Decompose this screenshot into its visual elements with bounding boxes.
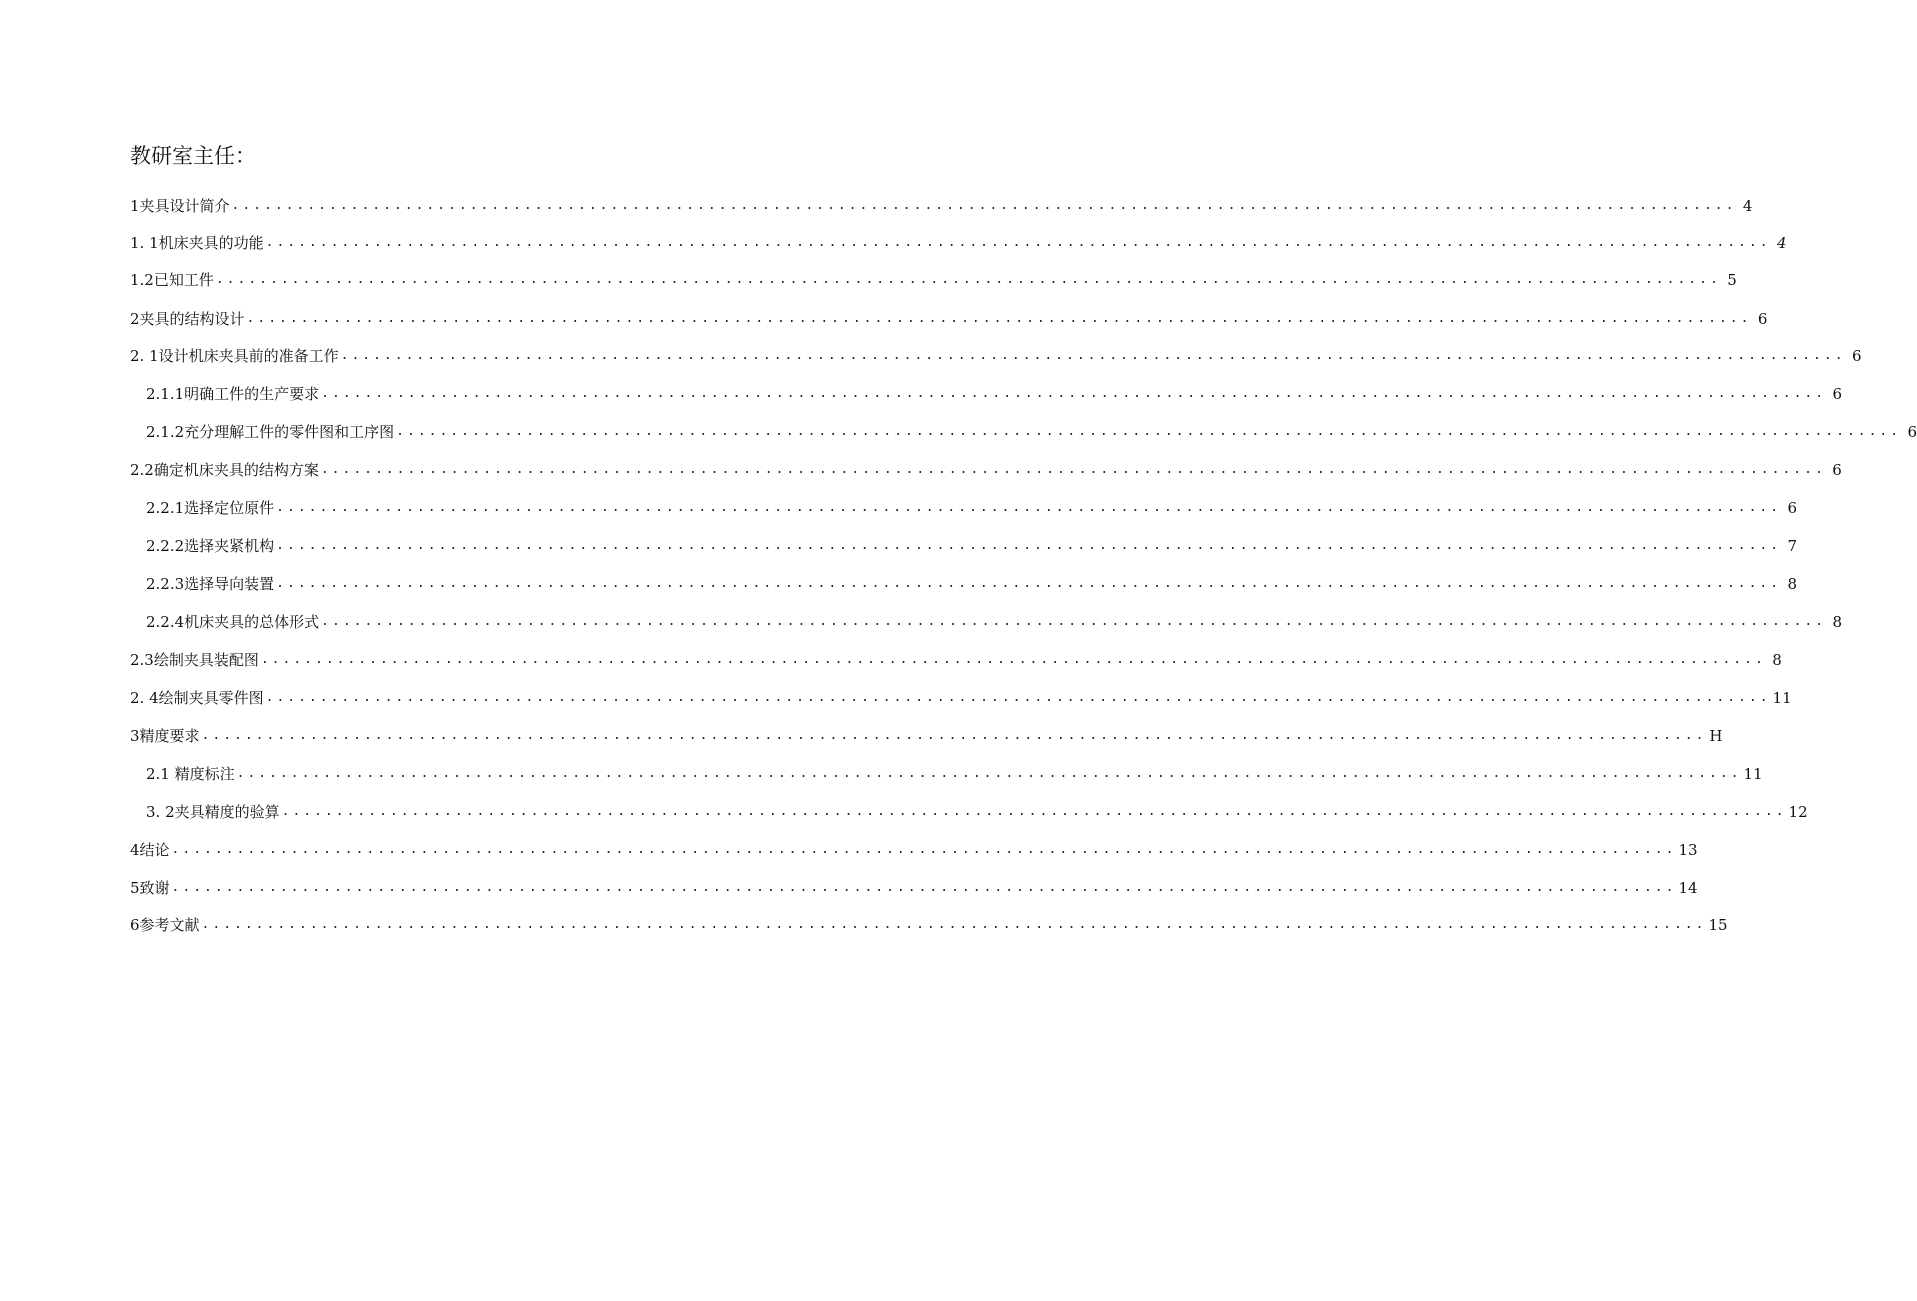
toc-entry-title: 2.2.1选择定位原件 (146, 499, 275, 517)
toc-entry-title: 2.2确定机床夹具的结构方案 (130, 461, 319, 479)
toc-entry-title: 1. 1机床夹具的功能 (130, 234, 264, 252)
toc-entry[interactable] (130, 684, 1792, 712)
toc-leader-dots: ........................................................................................................................................... (171, 880, 1677, 895)
toc-entry-page: 7 (1787, 537, 1798, 555)
toc-entry-page: 6 (1851, 347, 1862, 365)
toc-entry-title: 2夹具的结构设计 (130, 310, 245, 328)
toc-entry-title: 2.2.3选择导向装置 (146, 575, 275, 593)
toc-entry-page: 4 (1776, 234, 1787, 252)
toc-entry-title: 1夹具设计简介 (130, 197, 230, 215)
toc-entry-page: 6 (1832, 461, 1842, 479)
toc-entry-page: 6 (1907, 423, 1917, 441)
toc-entry-page: 8 (1772, 651, 1782, 669)
toc-entry[interactable] (146, 608, 1843, 636)
toc-leader-dots: ........................................................................................................................................... (276, 500, 1782, 515)
toc-leader-dots: ........................................................................................................................................... (340, 348, 1846, 363)
toc-entry-page: 5 (1727, 271, 1737, 289)
toc-entry-title: 2.2.4机床夹具的总体形式 (146, 613, 320, 631)
toc-entry[interactable] (146, 380, 1843, 408)
toc-leader-dots: ........................................................................................................................................... (201, 917, 1707, 932)
toc-entry-page: 11 (1772, 689, 1792, 707)
toc-entry-page: 4 (1742, 197, 1753, 215)
toc-leader-dots: ........................................................................................................................................... (281, 804, 1787, 819)
toc-leader-dots: ........................................................................................................................................... (171, 842, 1677, 857)
toc-entry-page: 13 (1678, 841, 1698, 859)
toc-entry[interactable] (130, 305, 1768, 333)
toc-entry-title: 2.1.2充分理解工件的零件图和工序图 (146, 423, 395, 441)
toc-entry-page: 8 (1832, 613, 1843, 631)
toc-entry[interactable] (146, 494, 1798, 522)
toc-leader-dots: ........................................................................................................................................... (320, 462, 1826, 477)
toc-leader-dots: ........................................................................................................................................... (246, 311, 1752, 326)
toc-leader-dots: ........................................................................................................................................... (215, 272, 1721, 287)
toc-leader-dots: ........................................................................................................................................... (265, 690, 1771, 705)
toc-leader-dots: ........................................................................................................................................... (396, 424, 1902, 439)
toc-entry[interactable] (146, 418, 1917, 446)
toc-leader-dots: ........................................................................................................................................... (321, 386, 1827, 401)
toc-entry-title: 2.1 精度标注 (146, 765, 235, 783)
toc-entry[interactable] (130, 456, 1842, 484)
toc-entry[interactable] (130, 192, 1753, 220)
toc-entry[interactable] (146, 570, 1798, 598)
toc-entry[interactable] (130, 646, 1782, 674)
toc-entry[interactable] (130, 722, 1723, 750)
toc-leader-dots: ........................................................................................................................................... (276, 576, 1782, 591)
toc-entry-page: 14 (1678, 879, 1698, 897)
toc-entry-page: 6 (1832, 385, 1843, 403)
toc-entry-title: 1.2已知工件 (130, 271, 214, 289)
toc-entry[interactable] (130, 266, 1737, 294)
toc-leader-dots: ........................................................................................................................................... (321, 614, 1827, 629)
toc-entry-title: 3精度要求 (130, 727, 200, 745)
toc-entry-page: 6 (1757, 310, 1768, 328)
toc-entry-page: 15 (1708, 916, 1728, 934)
toc-entry-title: 2.1.1明确工件的生产要求 (146, 385, 320, 403)
toc-leader-dots: ........................................................................................................................................... (260, 652, 1766, 667)
toc-entry-title: 2.3绘制夹具装配图 (130, 651, 259, 669)
toc-entry[interactable] (130, 342, 1862, 370)
toc-entry-page: 8 (1787, 575, 1798, 593)
toc-entry-title: 3. 2夹具精度的验算 (146, 803, 280, 821)
toc-entry-title: 5致谢 (130, 879, 170, 897)
toc-entry-title: 2. 4绘制夹具零件图 (130, 689, 264, 707)
toc-entry-title: 4结论 (130, 841, 170, 859)
toc-entry[interactable] (146, 760, 1763, 788)
toc-entry-title: 2. 1设计机床夹具前的准备工作 (130, 347, 339, 365)
toc-entry-page: 6 (1787, 499, 1798, 517)
toc-leader-dots: ........................................................................................................................................... (236, 766, 1742, 781)
toc-entry[interactable] (130, 836, 1698, 864)
toc-entry-page: 11 (1743, 765, 1763, 783)
toc-entry[interactable] (130, 874, 1698, 902)
toc-entry[interactable] (130, 229, 1787, 257)
toc-leader-dots: ........................................................................................................................................... (201, 728, 1707, 743)
toc-leader-dots: ........................................................................................................................................... (231, 198, 1737, 213)
toc-entry[interactable] (146, 798, 1808, 826)
toc-leader-dots: ........................................................................................................................................... (276, 538, 1782, 553)
toc-entry-title: 2.2.2选择夹紧机构 (146, 537, 275, 555)
toc-entry-page: H (1709, 727, 1723, 745)
toc-leader-dots: ........................................................................................................................................... (265, 235, 1771, 250)
toc-entry-page: 12 (1788, 803, 1808, 821)
toc-entry[interactable] (146, 532, 1798, 560)
toc-entry[interactable] (130, 911, 1728, 939)
page-heading: 教研室主任： (130, 144, 256, 168)
toc-entry-title: 6参考文献 (130, 916, 200, 934)
